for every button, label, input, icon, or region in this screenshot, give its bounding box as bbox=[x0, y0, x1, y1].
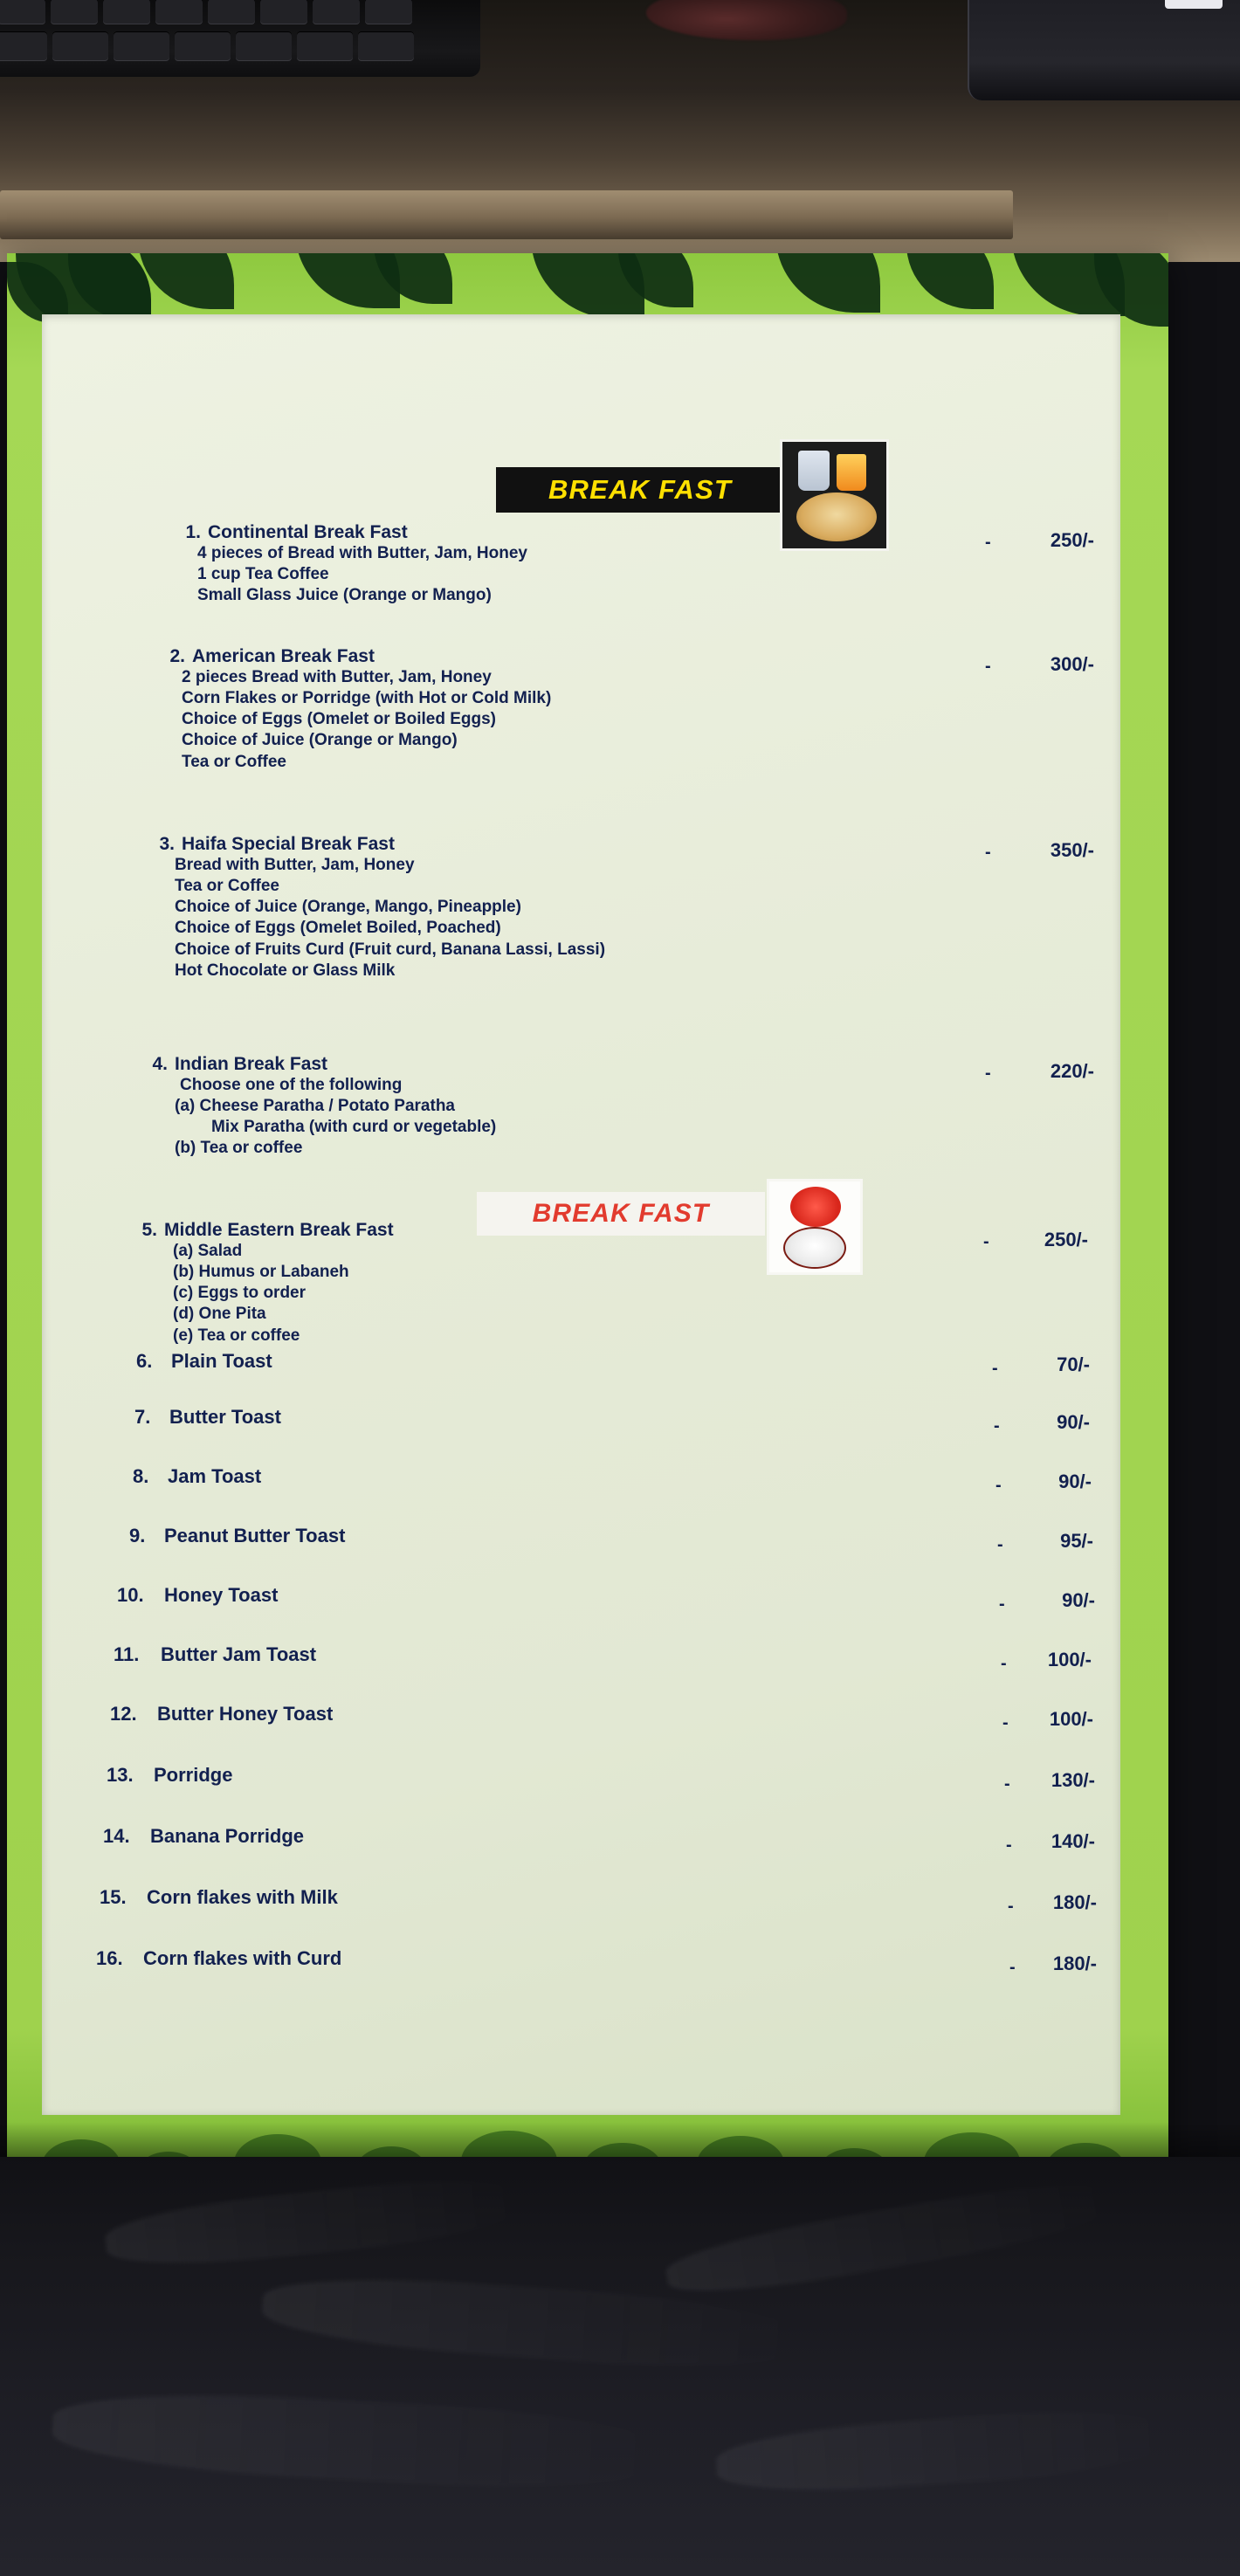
price-dash: - bbox=[1008, 1897, 1014, 1916]
menu-item bbox=[141, 1220, 394, 1347]
keyboard-key bbox=[103, 0, 150, 24]
item-price: 140/- bbox=[1051, 1830, 1095, 1852]
keyboard-key bbox=[175, 31, 231, 61]
item-detail-line: 1 cup Tea Coffee bbox=[197, 564, 329, 583]
item-number: 9. bbox=[129, 1525, 146, 1546]
item-price: 70/- bbox=[1057, 1353, 1090, 1375]
price-dash: - bbox=[985, 1064, 991, 1083]
keyboard-key bbox=[313, 0, 360, 24]
menu-item bbox=[152, 1054, 497, 1160]
item-detail-line: Mix Paratha (with curd or vegetable) bbox=[211, 1118, 497, 1137]
item-number: 5. bbox=[141, 1220, 157, 1240]
item-name: Jam Toast bbox=[168, 1465, 262, 1487]
laptop-sticker bbox=[1165, 0, 1223, 9]
desk-surface bbox=[0, 0, 1240, 262]
item-price: 180/- bbox=[1052, 1891, 1097, 1913]
keyboard-key bbox=[236, 31, 292, 61]
item-detail-line: Choice of Juice (Orange or Mango) bbox=[182, 731, 458, 750]
item-price: 100/- bbox=[1049, 1708, 1093, 1730]
keyboard-key bbox=[358, 31, 414, 61]
item-number: 16. bbox=[96, 1947, 123, 1969]
item-price: 220/- bbox=[1050, 1060, 1094, 1082]
breakfast-title-top bbox=[496, 467, 784, 513]
item-name: American Break Fast bbox=[192, 646, 375, 666]
item-detail-line: (b) Humus or Labaneh bbox=[173, 1262, 349, 1281]
item-price: 95/- bbox=[1060, 1530, 1093, 1552]
item-detail-line: (c) Eggs to order bbox=[173, 1284, 307, 1303]
price-dash: - bbox=[1002, 1713, 1009, 1732]
item-detail-line: Choice of Juice (Orange, Mango, Pineapple) bbox=[175, 898, 521, 917]
menu-board bbox=[7, 253, 1168, 2183]
cloth-surface bbox=[0, 2157, 1240, 2576]
laptop bbox=[968, 0, 1240, 100]
menu-sheet bbox=[42, 314, 1120, 2115]
price-dash: - bbox=[992, 1359, 998, 1378]
item-detail-line: (b) Tea or coffee bbox=[175, 1139, 303, 1158]
menu-item bbox=[159, 834, 606, 981]
item-price: 90/- bbox=[1057, 1411, 1090, 1433]
breakfast-title-top-text: BREAK FAST bbox=[548, 474, 733, 505]
keyboard-key bbox=[365, 0, 412, 24]
item-name: Porridge bbox=[154, 1764, 233, 1786]
item-price: 180/- bbox=[1052, 1953, 1097, 1974]
bowl-graphic bbox=[783, 1227, 846, 1269]
item-detail-line: Choice of Eggs (Omelet Boiled, Poached) bbox=[175, 919, 501, 938]
item-number: 1. bbox=[185, 522, 201, 542]
item-name: Butter Toast bbox=[169, 1406, 281, 1428]
item-number: 10. bbox=[117, 1584, 144, 1606]
item-detail-line: Bread with Butter, Jam, Honey bbox=[175, 855, 415, 874]
item-price: 300/- bbox=[1050, 653, 1094, 675]
item-detail-line: Choice of Eggs (Omelet or Boiled Eggs) bbox=[182, 710, 496, 729]
price-dash: - bbox=[1009, 1958, 1016, 1977]
plate-graphic bbox=[796, 492, 877, 541]
juice-glass-graphic bbox=[837, 454, 866, 491]
menu-paper bbox=[42, 314, 1120, 2115]
item-name: Middle Eastern Break Fast bbox=[164, 1220, 394, 1240]
price-dash: - bbox=[994, 1416, 1000, 1436]
item-name: Peanut Butter Toast bbox=[164, 1525, 346, 1546]
item-detail-line: (d) One Pita bbox=[173, 1305, 266, 1324]
breakfast-title-mid bbox=[477, 1192, 765, 1236]
keyboard-key bbox=[114, 31, 169, 61]
price-dash: - bbox=[1004, 1774, 1010, 1794]
background-object bbox=[646, 0, 847, 40]
item-name: Honey Toast bbox=[164, 1584, 279, 1606]
item-number: 6. bbox=[136, 1350, 153, 1372]
item-number: 15. bbox=[100, 1886, 127, 1908]
item-detail-line: (e) Tea or coffee bbox=[173, 1326, 300, 1345]
item-number: 7. bbox=[134, 1406, 151, 1428]
keyboard-key bbox=[51, 0, 98, 24]
keyboard-key bbox=[208, 0, 255, 24]
keyboard-key bbox=[0, 0, 45, 24]
item-name: Banana Porridge bbox=[150, 1825, 305, 1847]
item-price: 350/- bbox=[1050, 839, 1094, 861]
item-detail-line: Tea or Coffee bbox=[175, 876, 280, 895]
item-price: 90/- bbox=[1062, 1589, 1095, 1611]
tomato-graphic bbox=[790, 1187, 841, 1227]
item-name: Butter Jam Toast bbox=[161, 1643, 317, 1665]
price-dash: - bbox=[1006, 1836, 1012, 1855]
item-price: 250/- bbox=[1050, 529, 1094, 551]
price-dash: - bbox=[995, 1476, 1002, 1495]
item-detail-line: (a) Salad bbox=[173, 1241, 243, 1260]
item-number: 8. bbox=[133, 1465, 149, 1487]
keyboard-key bbox=[52, 31, 108, 61]
item-number: 11. bbox=[114, 1643, 140, 1665]
price-dash: - bbox=[999, 1595, 1005, 1614]
item-detail-line: 2 pieces Bread with Butter, Jam, Honey bbox=[182, 667, 492, 686]
item-price: 250/- bbox=[1044, 1229, 1088, 1250]
menu-item bbox=[185, 522, 527, 606]
item-detail-line: (a) Cheese Paratha / Potato Paratha bbox=[175, 1096, 455, 1115]
item-number: 3. bbox=[159, 834, 175, 854]
price-dash: - bbox=[1001, 1654, 1007, 1673]
cup-graphic bbox=[798, 451, 830, 491]
breakfast-photo-top bbox=[780, 439, 889, 551]
item-number: 13. bbox=[107, 1764, 134, 1786]
keyboard bbox=[0, 0, 480, 77]
price-dash: - bbox=[985, 533, 991, 552]
keyboard-key bbox=[260, 0, 307, 24]
menu-item bbox=[169, 646, 552, 773]
item-detail-line: Tea or Coffee bbox=[182, 752, 287, 771]
keyboard-key bbox=[0, 31, 47, 61]
item-name: Corn flakes with Milk bbox=[147, 1886, 338, 1908]
item-number: 12. bbox=[110, 1703, 137, 1725]
item-price: 90/- bbox=[1058, 1471, 1092, 1492]
item-detail-line: Corn Flakes or Porridge (with Hot or Cold Milk) bbox=[182, 688, 552, 707]
item-name: Plain Toast bbox=[171, 1350, 272, 1372]
item-detail-line: 4 pieces of Bread with Butter, Jam, Honey bbox=[197, 543, 527, 562]
breakfast-photo-mid bbox=[767, 1179, 863, 1275]
item-price: 100/- bbox=[1047, 1649, 1092, 1670]
item-name: Haifa Special Break Fast bbox=[182, 834, 395, 854]
item-name: Continental Break Fast bbox=[208, 522, 408, 542]
item-detail-line: Hot Chocolate or Glass Milk bbox=[175, 961, 396, 981]
price-dash: - bbox=[985, 843, 991, 862]
item-name: Corn flakes with Curd bbox=[143, 1947, 342, 1969]
price-dash: - bbox=[983, 1232, 989, 1251]
price-dash: - bbox=[997, 1535, 1003, 1554]
price-dash: - bbox=[985, 657, 991, 676]
keyboard-key bbox=[155, 0, 203, 24]
item-number: 14. bbox=[103, 1825, 130, 1847]
item-name: Indian Break Fast bbox=[175, 1054, 328, 1074]
item-detail-line: Choice of Fruits Curd (Fruit curd, Banana Lassi, Lassi) bbox=[175, 940, 606, 959]
item-price: 130/- bbox=[1051, 1769, 1095, 1791]
item-detail-line: Small Glass Juice (Orange or Mango) bbox=[197, 586, 492, 605]
item-number: 2. bbox=[169, 646, 185, 666]
breakfast-title-mid-text: BREAK FAST bbox=[532, 1199, 710, 1228]
item-detail-line: Choose one of the following bbox=[180, 1075, 403, 1094]
item-name: Butter Honey Toast bbox=[157, 1703, 334, 1725]
desk-edge bbox=[0, 190, 1013, 239]
item-number: 4. bbox=[152, 1054, 168, 1074]
keyboard-key bbox=[297, 31, 353, 61]
